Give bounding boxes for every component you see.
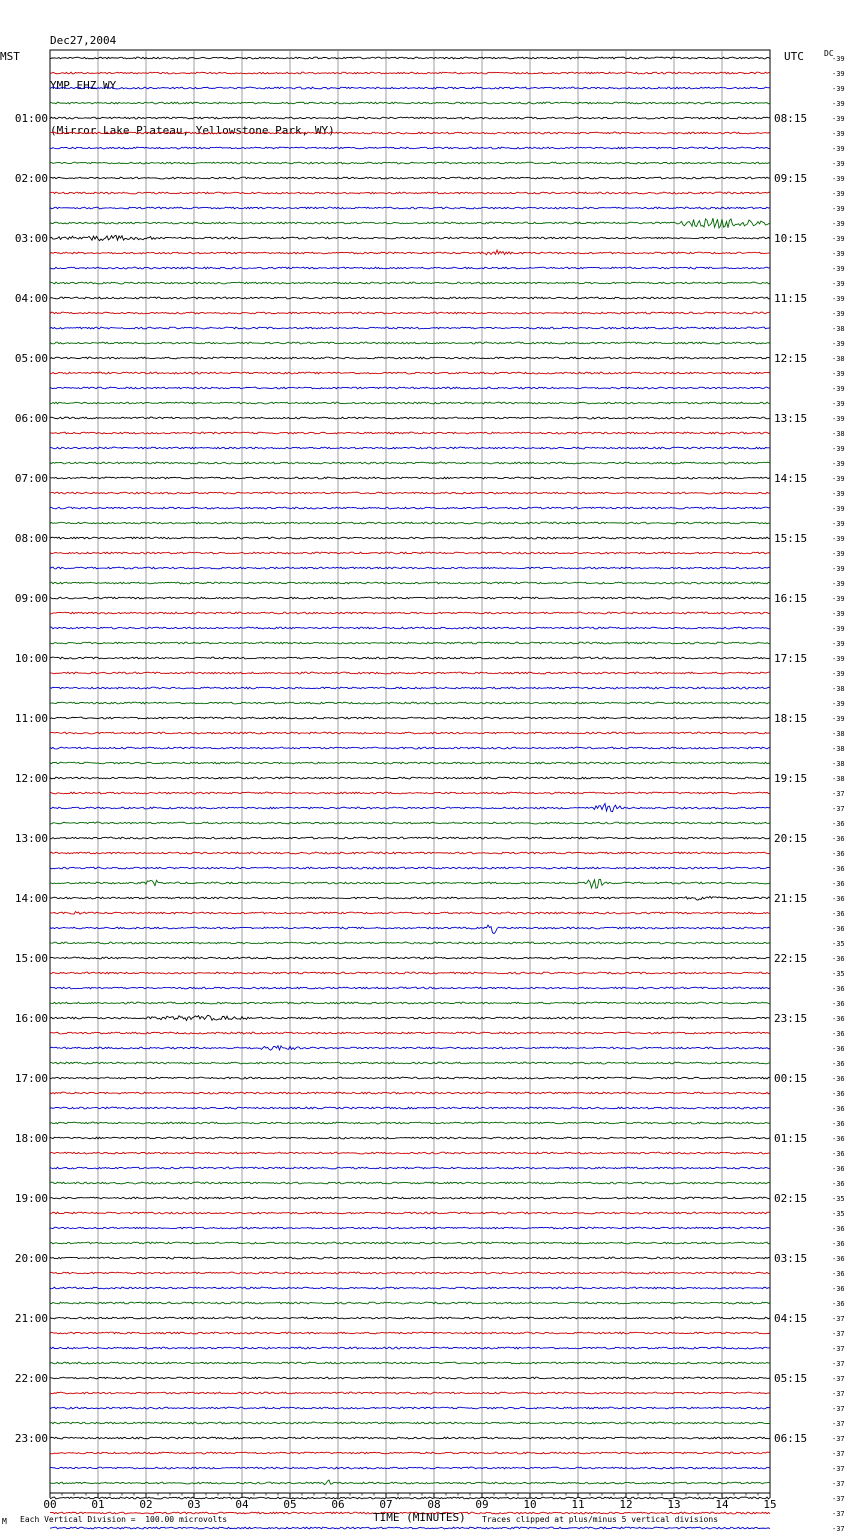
trace-row <box>50 387 770 389</box>
trace-row <box>50 372 770 374</box>
right-hour-label: 21:15 <box>774 892 808 905</box>
x-tick-label: 08 <box>427 1498 441 1511</box>
right-hour-label: 10:15 <box>774 232 808 245</box>
right-hour-label: 11:15 <box>774 292 808 305</box>
dc-offset-label: -36 <box>832 1105 845 1113</box>
dc-offset-label: -39 <box>832 175 845 183</box>
dc-offset-label: -37 <box>832 1315 845 1323</box>
dc-offset-label: -38 <box>832 430 845 438</box>
dc-offset-label: -39 <box>832 235 845 243</box>
dc-offset-label: -36 <box>832 1240 845 1248</box>
dc-offset-label: -36 <box>832 1300 845 1308</box>
trace-row <box>50 1452 770 1454</box>
dc-offset-label: -39 <box>832 115 845 123</box>
dc-label: DC <box>824 49 834 58</box>
footer-mark: M <box>2 1517 7 1526</box>
dc-offset-label: -37 <box>832 1345 845 1353</box>
x-tick-label: 09 <box>475 1498 489 1511</box>
trace-row <box>50 896 770 900</box>
trace-row <box>50 87 770 89</box>
trace-row <box>50 672 770 674</box>
trace-row <box>50 912 770 915</box>
left-hour-label: 04:00 <box>14 292 48 305</box>
x-tick-label: 10 <box>523 1498 537 1511</box>
trace-row <box>50 492 770 494</box>
dc-offset-label: -36 <box>832 1060 845 1068</box>
dc-offset-label: -36 <box>832 1150 845 1158</box>
dc-offset-label: -37 <box>832 1360 845 1368</box>
right-hour-label: 00:15 <box>774 1072 808 1085</box>
trace-row <box>50 327 770 329</box>
left-hour-label: 06:00 <box>14 412 48 425</box>
dc-offset-label: -36 <box>832 1255 845 1263</box>
right-hour-label: 01:15 <box>774 1132 808 1145</box>
dc-offset-label: -36 <box>832 1285 845 1293</box>
right-hour-label: 06:15 <box>774 1432 808 1445</box>
trace-row <box>50 1287 770 1289</box>
left-hour-label: 12:00 <box>14 772 48 785</box>
trace-row <box>50 792 770 794</box>
trace-row <box>50 537 770 539</box>
trace-row <box>50 312 770 314</box>
trace-row <box>50 1212 770 1214</box>
trace-row <box>50 597 770 599</box>
trace-row <box>50 177 770 179</box>
trace-row <box>50 1152 770 1154</box>
dc-offset-label: -36 <box>832 820 845 828</box>
station-location: (Mirror Lake Plateau, Yellowstone Park, WY) <box>50 124 335 137</box>
trace-row <box>50 1272 770 1274</box>
trace-row <box>50 507 770 509</box>
dc-offset-label: -39 <box>832 250 845 258</box>
trace-row <box>50 867 770 869</box>
x-axis-title: TIME (MINUTES) <box>373 1511 466 1524</box>
plot-frame <box>50 50 770 1493</box>
trace-row <box>50 612 770 614</box>
trace-row <box>50 717 770 719</box>
trace-row <box>50 1407 770 1409</box>
dc-offset-label: -39 <box>832 400 845 408</box>
dc-offset-label: -39 <box>832 445 845 453</box>
dc-offset-label: -39 <box>832 220 845 228</box>
dc-offset-label: -36 <box>832 850 845 858</box>
trace-row <box>50 1227 770 1229</box>
dc-offset-label: -39 <box>832 565 845 573</box>
dc-offset-label: -39 <box>832 610 845 618</box>
dc-offset-label: -39 <box>832 655 845 663</box>
dc-offset-label: -37 <box>832 1495 845 1503</box>
dc-offset-label: -36 <box>832 1225 845 1233</box>
dc-offset-label: -35 <box>832 1195 845 1203</box>
dc-offset-label: -39 <box>832 370 845 378</box>
trace-row <box>50 235 770 240</box>
dc-offset-label: -39 <box>832 520 845 528</box>
left-hour-label: 09:00 <box>14 592 48 605</box>
trace-row <box>50 1437 770 1439</box>
left-hour-label: 14:00 <box>14 892 48 905</box>
trace-row <box>50 1015 770 1020</box>
trace-row <box>50 925 770 934</box>
station-code: YMP EHZ WY <box>50 79 117 92</box>
dc-offset-label: -37 <box>832 1480 845 1488</box>
trace-row <box>50 297 770 299</box>
dc-offset-label: -35 <box>832 940 845 948</box>
right-hour-label: 15:15 <box>774 532 808 545</box>
trace-row <box>50 1392 770 1394</box>
dc-offset-label: -39 <box>832 100 845 108</box>
left-hour-label: 07:00 <box>14 472 48 485</box>
trace-row <box>50 642 770 644</box>
dc-offset-label: -35 <box>832 1210 845 1218</box>
x-tick-label: 02 <box>139 1498 153 1511</box>
trace-row <box>50 1377 770 1379</box>
dc-offset-label: -37 <box>832 1330 845 1338</box>
dc-offset-label: -36 <box>832 880 845 888</box>
dc-offset-label: -36 <box>832 1270 845 1278</box>
dc-offset-label: -36 <box>832 895 845 903</box>
left-hour-label: 08:00 <box>14 532 48 545</box>
dc-offset-label: -39 <box>832 460 845 468</box>
trace-row <box>50 777 770 779</box>
dc-offset-label: -39 <box>832 700 845 708</box>
dc-offset-label: -37 <box>832 1450 845 1458</box>
trace-row <box>50 447 770 449</box>
dc-offset-label: -36 <box>832 925 845 933</box>
dc-offset-label: -39 <box>832 295 845 303</box>
axis-labels <box>15 55 845 1534</box>
dc-offset-label: -37 <box>832 1435 845 1443</box>
trace-row <box>50 192 770 194</box>
dc-offset-label: -37 <box>832 1420 845 1428</box>
right-hour-label: 03:15 <box>774 1252 808 1265</box>
trace-row <box>50 1062 770 1064</box>
right-hour-label: 12:15 <box>774 352 808 365</box>
trace-row <box>50 207 770 209</box>
dc-offset-label: -39 <box>832 130 845 138</box>
dc-offset-label: -36 <box>832 910 845 918</box>
left-hour-label: 18:00 <box>14 1132 48 1145</box>
dc-offset-label: -37 <box>832 1375 845 1383</box>
left-hour-label: 15:00 <box>14 952 48 965</box>
trace-row <box>50 732 770 734</box>
dc-offset-label: -39 <box>832 190 845 198</box>
dc-offset-label: -38 <box>832 760 845 768</box>
x-tick-label: 01 <box>91 1498 105 1511</box>
dc-offset-label: -37 <box>832 790 845 798</box>
dc-offset-label: -39 <box>832 505 845 513</box>
trace-row <box>50 132 770 134</box>
trace-row <box>50 147 770 149</box>
dc-offset-label: -39 <box>832 640 845 648</box>
dc-offset-label: -38 <box>832 325 845 333</box>
dc-offset-label: -39 <box>832 340 845 348</box>
trace-row <box>50 1137 770 1139</box>
x-tick-label: 15 <box>763 1498 777 1511</box>
dc-offset-label: -36 <box>832 1000 845 1008</box>
right-timezone: UTC <box>784 50 804 63</box>
dc-offset-label: -36 <box>832 985 845 993</box>
right-hour-label: 05:15 <box>774 1372 808 1385</box>
left-hour-label: 11:00 <box>14 712 48 725</box>
dc-offset-label: -39 <box>832 70 845 78</box>
trace-row <box>50 1497 770 1499</box>
trace-group <box>50 57 770 1534</box>
dc-offset-label: -39 <box>832 415 845 423</box>
trace-row <box>50 837 770 839</box>
trace-row <box>50 1317 770 1319</box>
trace-row <box>50 852 770 854</box>
left-hour-label: 13:00 <box>14 832 48 845</box>
right-hour-label: 09:15 <box>774 172 808 185</box>
trace-row <box>50 552 770 554</box>
dc-offset-label: -38 <box>832 355 845 363</box>
left-hour-label: 05:00 <box>14 352 48 365</box>
record-date: Dec27,2004 <box>50 34 117 47</box>
right-hour-label: 16:15 <box>774 592 808 605</box>
trace-row <box>50 402 770 404</box>
trace-row <box>50 102 770 104</box>
right-hour-label: 17:15 <box>774 652 808 665</box>
dc-offset-label: -39 <box>832 55 845 63</box>
dc-offset-label: -38 <box>832 685 845 693</box>
dc-offset-label: -39 <box>832 550 845 558</box>
dc-offset-label: -36 <box>832 1045 845 1053</box>
dc-offset-label: -39 <box>832 160 845 168</box>
x-tick-label: 07 <box>379 1498 393 1511</box>
trace-row <box>50 657 770 659</box>
trace-row <box>50 282 770 284</box>
trace-row <box>50 1467 770 1469</box>
trace-row <box>50 1002 770 1004</box>
trace-row <box>50 117 770 119</box>
trace-row <box>50 1332 770 1334</box>
dc-offset-label: -36 <box>832 865 845 873</box>
left-hour-label: 03:00 <box>14 232 48 245</box>
trace-row <box>50 942 770 944</box>
left-hour-label: 21:00 <box>14 1312 48 1325</box>
trace-row <box>50 267 770 269</box>
trace-row <box>50 879 770 888</box>
trace-row <box>50 72 770 74</box>
trace-row <box>50 1107 770 1109</box>
x-tick-label: 13 <box>667 1498 681 1511</box>
dc-offset-label: -38 <box>832 745 845 753</box>
trace-row <box>50 432 770 434</box>
trace-row <box>50 1257 770 1259</box>
trace-row <box>50 582 770 584</box>
x-tick-label: 12 <box>619 1498 633 1511</box>
left-hour-label: 19:00 <box>14 1192 48 1205</box>
dc-offset-label: -37 <box>832 1525 845 1533</box>
dc-offset-label: -39 <box>832 280 845 288</box>
trace-row <box>50 762 770 764</box>
right-hour-label: 14:15 <box>774 472 808 485</box>
trace-row <box>50 218 770 228</box>
trace-row <box>50 1347 770 1349</box>
left-hour-label: 02:00 <box>14 172 48 185</box>
dc-offset-label: -39 <box>832 490 845 498</box>
right-hour-label: 08:15 <box>774 112 808 125</box>
dc-offset-label: -39 <box>832 625 845 633</box>
dc-offset-label: -35 <box>832 970 845 978</box>
left-hour-label: 10:00 <box>14 652 48 665</box>
trace-row <box>50 702 770 704</box>
trace-row <box>50 342 770 344</box>
dc-offset-label: -37 <box>832 1465 845 1473</box>
trace-row <box>50 357 770 359</box>
trace-row <box>50 822 770 824</box>
dc-offset-label: -38 <box>832 730 845 738</box>
dc-offset-label: -36 <box>832 955 845 963</box>
x-tick-label: 03 <box>187 1498 201 1511</box>
trace-row <box>50 1092 770 1094</box>
trace-row <box>50 417 770 419</box>
dc-offset-label: -36 <box>832 835 845 843</box>
dc-offset-label: -38 <box>832 775 845 783</box>
dc-offset-label: -39 <box>832 475 845 483</box>
dc-offset-label: -36 <box>832 1015 845 1023</box>
x-tick-label: 05 <box>283 1498 297 1511</box>
dc-offset-label: -36 <box>832 1030 845 1038</box>
trace-row <box>50 522 770 524</box>
trace-row <box>50 477 770 479</box>
left-hour-label: 23:00 <box>14 1432 48 1445</box>
trace-row <box>50 1362 770 1364</box>
clip-note: Traces clipped at plus/minus 5 vertical divisions <box>482 1515 719 1524</box>
right-hour-label: 20:15 <box>774 832 808 845</box>
trace-row <box>50 567 770 569</box>
trace-row <box>50 1197 770 1199</box>
dc-offset-label: -39 <box>832 385 845 393</box>
dc-offset-label: -39 <box>832 670 845 678</box>
x-tick-label: 04 <box>235 1498 249 1511</box>
dc-offset-label: -36 <box>832 1075 845 1083</box>
scale-note: Each Vertical Division = 100.00 microvolts <box>20 1515 228 1524</box>
trace-row <box>50 1167 770 1169</box>
trace-row <box>50 162 770 164</box>
x-tick-label: 06 <box>331 1498 345 1511</box>
dc-offset-label: -39 <box>832 145 845 153</box>
dc-offset-label: -36 <box>832 1180 845 1188</box>
trace-row <box>50 987 770 989</box>
dc-offset-label: -39 <box>832 535 845 543</box>
dc-offset-label: -37 <box>832 1405 845 1413</box>
dc-offset-label: -39 <box>832 715 845 723</box>
trace-row <box>50 1122 770 1124</box>
trace-row <box>50 1242 770 1244</box>
x-tick-label: 00 <box>43 1498 57 1511</box>
left-hour-label: 17:00 <box>14 1072 48 1085</box>
left-hour-label: 16:00 <box>14 1012 48 1025</box>
dc-offset-label: -36 <box>832 1090 845 1098</box>
trace-row <box>50 957 770 959</box>
trace-row <box>50 687 770 689</box>
dc-offset-label: -39 <box>832 205 845 213</box>
left-hour-label: 20:00 <box>14 1252 48 1265</box>
dc-offset-label: -36 <box>832 1135 845 1143</box>
trace-row <box>50 1422 770 1424</box>
right-hour-label: 23:15 <box>774 1012 808 1025</box>
dc-offset-label: -37 <box>832 1390 845 1398</box>
trace-row <box>50 1480 770 1485</box>
right-hour-label: 18:15 <box>774 712 808 725</box>
dc-offset-label: -37 <box>832 1510 845 1518</box>
dc-offset-label: -39 <box>832 580 845 588</box>
trace-row <box>50 1032 770 1034</box>
trace-row <box>50 747 770 749</box>
trace-row <box>50 462 770 464</box>
trace-row <box>50 972 770 974</box>
dc-offset-label: -39 <box>832 310 845 318</box>
right-hour-label: 22:15 <box>774 952 808 965</box>
trace-row <box>50 1077 770 1079</box>
trace-row <box>50 250 770 255</box>
trace-row <box>50 1302 770 1304</box>
x-tick-label: 11 <box>571 1498 585 1511</box>
left-hour-label: 22:00 <box>14 1372 48 1385</box>
trace-row <box>50 57 770 59</box>
left-timezone: MST <box>0 50 20 63</box>
dc-offset-label: -36 <box>832 1165 845 1173</box>
left-hour-label: 01:00 <box>14 112 48 125</box>
dc-offset-label: -39 <box>832 85 845 93</box>
trace-row <box>50 627 770 629</box>
trace-row <box>50 804 770 812</box>
right-hour-label: 13:15 <box>774 412 808 425</box>
trace-row <box>50 1046 770 1051</box>
right-hour-label: 04:15 <box>774 1312 808 1325</box>
dc-offset-label: -36 <box>832 1120 845 1128</box>
trace-row <box>50 1182 770 1184</box>
x-tick-label: 14 <box>715 1498 729 1511</box>
trace-row <box>50 1527 770 1529</box>
right-hour-label: 02:15 <box>774 1192 808 1205</box>
dc-offset-label: -37 <box>832 805 845 813</box>
dc-offset-label: -39 <box>832 595 845 603</box>
dc-offset-label: -39 <box>832 265 845 273</box>
right-hour-label: 19:15 <box>774 772 808 785</box>
